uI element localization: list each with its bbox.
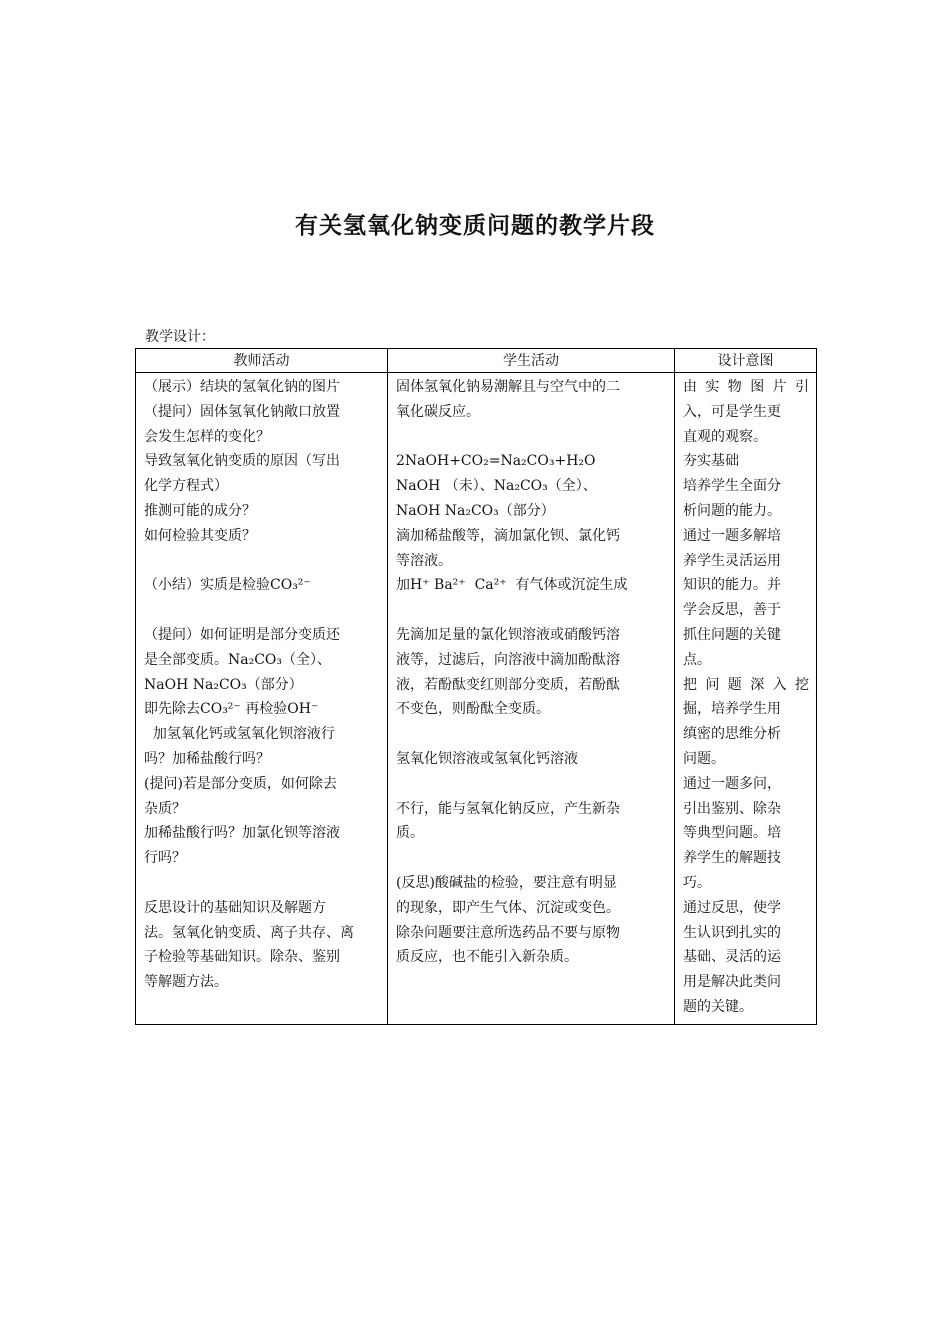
cell-line: 如何检验其变质？ bbox=[144, 527, 256, 544]
cell-line: （展示）结块的氢氧化钠的图片 bbox=[144, 379, 340, 395]
cell-line: 杂质？ bbox=[144, 800, 186, 817]
cell-line: 加氢氧化钙或氢氧化钡溶液行 bbox=[144, 726, 335, 743]
cell-line: 养学生灵活运用 bbox=[683, 552, 781, 569]
cell-line: 氢氧化钡溶液或氢氧化钙溶液 bbox=[396, 750, 578, 767]
cell-line: 通过一题多解培 bbox=[683, 527, 781, 544]
cell-line bbox=[396, 598, 667, 623]
cell-line: 液等，过滤后，向溶液中滴加酚酞溶 bbox=[396, 651, 620, 668]
cell-line: 学会反思，善于 bbox=[683, 602, 781, 619]
cell-line: （提问）如何证明是部分变质还 bbox=[144, 626, 340, 643]
cell-line: 点。 bbox=[683, 651, 711, 668]
cell-line: 即先除去CO₃²⁻ 再检验OH⁻ bbox=[144, 701, 319, 718]
header-design-intent: 设计意图 bbox=[675, 349, 817, 373]
section-label: 教学设计： bbox=[145, 329, 215, 345]
teaching-design-table bbox=[135, 348, 817, 1025]
cell-line: 掘，培养学生用 bbox=[683, 701, 781, 718]
header-teacher-activity: 教师活动 bbox=[136, 349, 388, 373]
cell-line: NaOH Na₂CO₃（部分） bbox=[144, 676, 303, 693]
cell-line: 直观的观察。 bbox=[683, 428, 767, 445]
cell-line: 抓住问题的关键 bbox=[683, 626, 781, 643]
cell-line: 知识的能力。并 bbox=[683, 577, 781, 594]
cell-line bbox=[396, 722, 667, 747]
cell-line: 会发生怎样的变化？ bbox=[144, 428, 270, 445]
cell-line: 等溶液。 bbox=[396, 552, 452, 569]
cell-line: 基础、灵活的运 bbox=[683, 949, 781, 966]
cell-line: 质。 bbox=[396, 825, 424, 842]
cell-line: 培养学生全面分 bbox=[683, 478, 781, 495]
cell-line: 法。氢氧化钠变质、离子共存、离 bbox=[144, 924, 354, 941]
cell-line: 把问题深入挖 bbox=[683, 676, 809, 693]
cell-line bbox=[144, 549, 380, 574]
cell-line bbox=[396, 425, 667, 450]
cell-line: （提问）固体氢氧化钠敞口放置 bbox=[144, 403, 340, 420]
cell-line: 2NaOH+CO₂=Na₂CO₃+H₂O bbox=[396, 453, 596, 470]
cell-line: 滴加稀盐酸等，滴加氯化钡、氯化钙 bbox=[396, 527, 620, 544]
cell-line: 质反应，也不能引入新杂质。 bbox=[396, 949, 578, 966]
student-activity-cell bbox=[388, 373, 675, 1025]
table-header-row bbox=[136, 349, 817, 373]
cell-line: 通过反思，使学 bbox=[683, 899, 781, 916]
cell-line: 推测可能的成分？ bbox=[144, 502, 256, 519]
cell-line: NaOH （未）、Na₂CO₃（全）、 bbox=[396, 478, 597, 495]
cell-line: NaOH Na₂CO₃（部分） bbox=[396, 502, 555, 519]
cell-line: 加H⁺ Ba²⁺ Ca²⁺ 有气体或沉淀生成 bbox=[396, 577, 628, 594]
cell-line: 固体氢氧化钠易潮解且与空气中的二 bbox=[396, 379, 620, 395]
design-intent-cell bbox=[675, 373, 817, 1025]
cell-line: 子检验等基础知识。除杂、鉴别 bbox=[144, 949, 340, 966]
cell-line: 夯实基础 bbox=[683, 453, 739, 470]
cell-line bbox=[144, 598, 380, 623]
table-row bbox=[136, 373, 817, 1025]
cell-line: 加稀盐酸行吗？加氯化钡等溶液 bbox=[144, 825, 340, 842]
cell-line: 生认识到扎实的 bbox=[683, 924, 781, 941]
cell-line: 等典型问题。培 bbox=[683, 825, 781, 842]
cell-line: 氧化碳反应。 bbox=[396, 403, 480, 420]
cell-line: 导致氢氧化钠变质的原因（写出 bbox=[144, 453, 340, 470]
cell-line: 的现象，即产生气体、沉淀或变色。 bbox=[396, 899, 620, 916]
header-student-activity: 学生活动 bbox=[388, 349, 675, 373]
cell-line bbox=[396, 772, 667, 797]
cell-line: 析问题的能力。 bbox=[683, 502, 781, 519]
cell-line: 先滴加足量的氯化钡溶液或硝酸钙溶 bbox=[396, 626, 620, 643]
teacher-activity-cell bbox=[136, 373, 388, 1025]
cell-line: 问题。 bbox=[683, 750, 725, 767]
cell-line: 题的关键。 bbox=[683, 998, 753, 1015]
cell-line: 等解题方法。 bbox=[144, 974, 228, 991]
cell-line: 行吗？ bbox=[144, 850, 186, 867]
document-title: 有关氢氧化钠变质问题的教学片段 bbox=[295, 213, 655, 239]
cell-line: (反思)酸碱盐的检验，要注意有明显 bbox=[396, 874, 617, 891]
cell-line: 反思设计的基础知识及解题方 bbox=[144, 899, 326, 916]
cell-line: （小结）实质是检验CO₃²⁻ bbox=[144, 577, 311, 594]
cell-line: 引出鉴别、除杂 bbox=[683, 800, 781, 817]
cell-line: 巧。 bbox=[683, 874, 711, 891]
cell-line: 不变色，则酚酞全变质。 bbox=[396, 701, 550, 718]
cell-line: 液，若酚酞变红则部分变质，若酚酞 bbox=[396, 676, 620, 693]
cell-line: (提问)若是部分变质，如何除去 bbox=[144, 775, 337, 792]
cell-line: 通过一题多问， bbox=[683, 775, 781, 792]
cell-line bbox=[396, 846, 667, 871]
cell-line: 除杂问题要注意所选药品不要与原物 bbox=[396, 924, 620, 941]
cell-line bbox=[144, 871, 380, 896]
cell-line: 用是解决此类问 bbox=[683, 974, 781, 991]
cell-line: 缜密的思维分析 bbox=[683, 726, 781, 743]
cell-line: 由实物图片引 bbox=[683, 379, 809, 395]
cell-line: 入，可是学生更 bbox=[683, 403, 781, 420]
cell-line: 吗？加稀盐酸行吗？ bbox=[144, 750, 270, 767]
cell-line: 是全部变质。Na₂CO₃（全）、 bbox=[144, 651, 332, 668]
cell-line: 化学方程式） bbox=[144, 478, 228, 495]
cell-line: 养学生的解题技 bbox=[683, 850, 781, 867]
cell-line: 不行，能与氢氧化钠反应，产生新杂 bbox=[396, 800, 620, 817]
